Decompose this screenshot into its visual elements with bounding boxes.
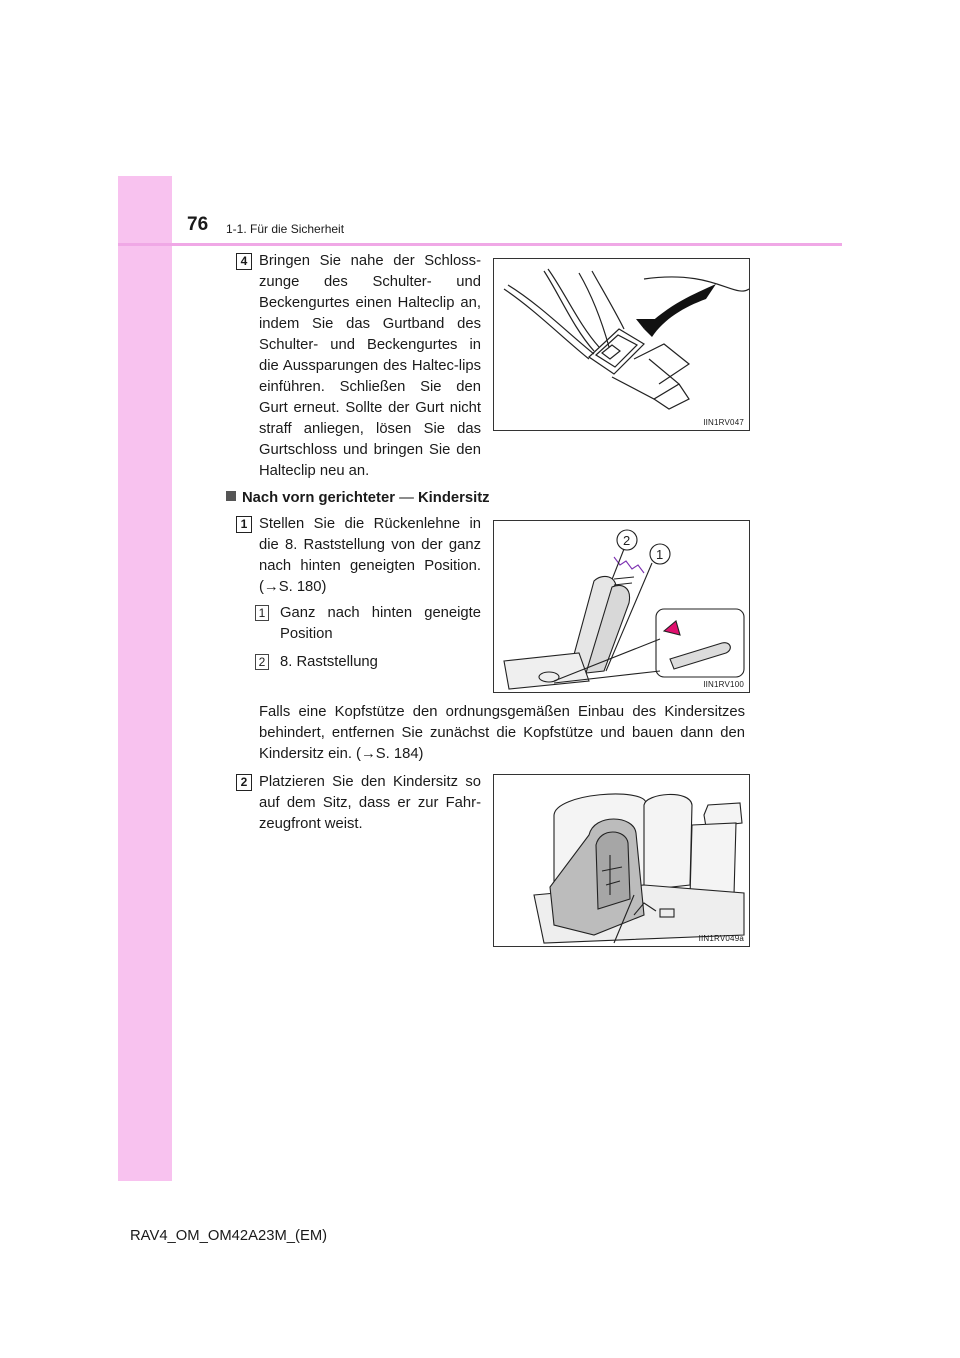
figure-code: IIN1RV047 [703,418,744,427]
seat-recline-illustration [494,521,750,693]
child-seat-illustration [494,775,750,947]
sub-item-number-1: 1 [255,605,269,621]
figure-code: IIN1RV100 [703,680,744,689]
heading-square-icon [226,491,236,501]
note-text: Falls eine Kopfstütze den ordnungsgemäßen Einbau des Kindersitzes behindert, entfernen Sie zunächst die Kopfstütze und bauen dann den Kindersitz ein. (→S. 184) [259,704,745,762]
footer-model-code: RAV4_OM_OM42A23M_(EM) [130,1228,328,1244]
section-title: 1-1. Für die Sicherheit [226,222,345,236]
figure-label-1: 1 [656,547,664,562]
figure-label-2: 2 [623,533,631,548]
header-rule [118,243,842,246]
step-marker-2: 2 [236,774,252,791]
figure-seat-recline [493,520,750,693]
sub-item-number-2: 2 [255,654,269,670]
page-number: 76 [187,214,209,235]
sub-item-label-1: Ganz nach hinten geneigte Position [280,605,481,642]
step-1-text: Stellen Sie die Rückenlehne in die 8. Raststellung von der ganz nach hinten geneigten Position. (→S. 180) [259,516,481,595]
side-color-bar [118,176,172,1181]
heading-dash: — [399,490,414,506]
belt-clip-illustration [494,259,750,431]
step-4-text: Bringen Sie nahe der Schloss-zunge des Schulter- und Beckengurtes einen Halteclip an, indem Sie das Gurtband des Schulter- und Beckengurtes in die Aussparungen des Haltec-lips einführen. Schließen Sie den Gurt erneut. Sollte der Gurt nicht straff anliegen, lösen Sie das Gurtschloss und bringen Sie den Halteclip neu an. [259,253,481,479]
heading-bold-b: Kindersitz [418,490,490,506]
figure-child-seat [493,774,750,947]
step-2-text: Platzieren Sie den Kindersitz so auf dem Sitz, dass er zur Fahr-zeugfront weist. [259,774,481,832]
heading-bold-a: Nach vorn gerichteter [242,490,395,506]
section-heading [226,490,490,506]
sub-item-label-2: 8. Raststellung [280,654,378,670]
step-marker-1: 1 [236,516,252,533]
step-marker-4: 4 [236,253,252,270]
figure-code: IIN1RV049a [698,934,744,943]
figure-belt-clip [493,258,750,431]
